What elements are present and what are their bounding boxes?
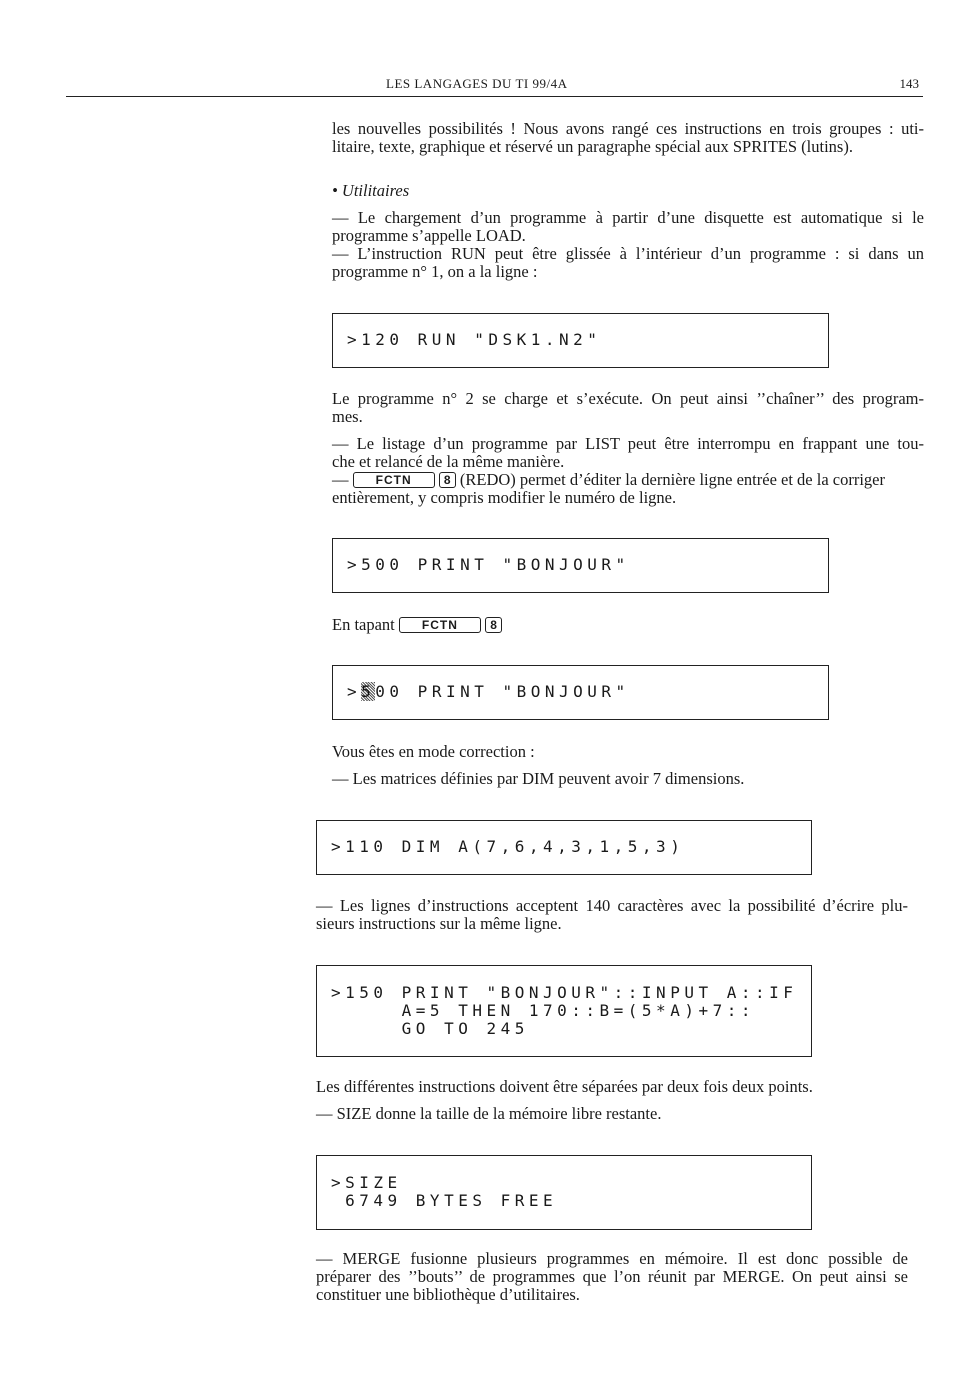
text-fragment: (REDO) permet d’éditer la dernière ligne entrée et de la corriger	[459, 470, 885, 489]
paragraph-correction	[332, 743, 924, 788]
code-box-dim	[316, 820, 812, 875]
code-line: GO TO 245	[331, 1019, 529, 1038]
paragraph-lines	[316, 897, 908, 933]
text-line: Vous êtes en mode correction :	[332, 742, 535, 761]
intro-paragraph	[332, 120, 924, 156]
page-header	[66, 76, 923, 97]
code-box-print	[332, 538, 829, 593]
text-line: Le programme n° 2 se charge et s’exécute. On peut ainsi ’’chaîner’’ des program-	[332, 389, 924, 408]
code-line: >500 PRINT "BONJOUR"	[347, 555, 630, 574]
paragraph-list-redo	[332, 435, 924, 507]
running-title: LES LANGAGES DU TI 99/4A	[386, 76, 568, 91]
dash: —	[332, 470, 349, 489]
text-line: programme s’appelle LOAD.	[332, 226, 526, 245]
text-line: litaire, texte, graphique et réservé un paragraphe spécial aux SPRITES (lutins).	[332, 137, 853, 156]
code-prefix: >	[347, 682, 362, 701]
text-line: les nouvelles possibilités ! Nous avons rangé ces instructions en trois groupes : uti-	[332, 119, 924, 138]
code-box-run	[332, 313, 829, 368]
text-line: programme n° 1, on a la ligne :	[332, 262, 538, 281]
code-line: A=5 THEN 170::B=(5*A)+7::	[331, 1001, 755, 1020]
text-line: entièrement, y compris modifier le numéro de ligne.	[332, 488, 677, 507]
text-line-with-keys	[332, 616, 924, 634]
code-box-multi	[316, 965, 812, 1057]
paragraph-separators	[316, 1078, 916, 1123]
text-line: préparer des ’’bouts’’ de programmes que l’on réunit par MERGE. On peut ainsi se	[316, 1267, 908, 1286]
text-line: Les différentes instructions doivent être séparées par deux fois deux points.	[316, 1077, 813, 1096]
text-line: — Le listage d’un programme par LIST peut être interrompu en frappant une tou-	[332, 434, 924, 453]
text-line: mes.	[332, 407, 363, 426]
text-fragment: En tapant	[332, 615, 395, 634]
text-line: — Les matrices définies par DIM peuvent avoir 7 dimensions.	[332, 769, 745, 788]
text-line-with-keys	[332, 471, 924, 489]
eight-key-icon: 8	[439, 472, 456, 488]
code-line: >SIZE	[331, 1173, 402, 1192]
code-rest: 00 PRINT "BONJOUR"	[375, 682, 630, 701]
fctn-key-icon: FCTN	[399, 617, 481, 633]
code-line	[347, 683, 630, 701]
fctn-key-icon: FCTN	[353, 472, 435, 488]
text-line: che et relancé de la même manière.	[332, 452, 565, 471]
paragraph-load-run	[332, 209, 924, 281]
paragraph-merge	[316, 1250, 908, 1304]
code-box-redo	[332, 665, 829, 720]
code-block	[331, 1174, 557, 1210]
code-line: >150 PRINT "BONJOUR"::INPUT A::IF	[331, 983, 798, 1002]
text-line: sieurs instructions sur la même ligne.	[316, 914, 562, 933]
code-line: 6749 BYTES FREE	[331, 1191, 558, 1210]
paragraph-typing	[332, 616, 924, 634]
text-line: — SIZE donne la taille de la mémoire libre restante.	[316, 1104, 662, 1123]
code-line: >120 RUN "DSK1.N2"	[347, 330, 602, 349]
text-line: — Le chargement d’un programme à partir d’une disquette est automatique si le	[332, 208, 924, 227]
page-number: 143	[899, 76, 919, 91]
code-box-size	[316, 1155, 812, 1230]
cursor-character: 5	[361, 682, 376, 701]
text-line: constituer une bibliothèque d’utilitaires.	[316, 1285, 580, 1304]
eight-key-icon: 8	[485, 617, 502, 633]
text-line: — L’instruction RUN peut être glissée à l’intérieur d’un programme : si dans un	[332, 244, 924, 263]
code-line: >110 DIM A(7,6,4,3,1,5,3)	[331, 837, 685, 856]
text-line: — MERGE fusionne plusieurs programmes en mémoire. Il est donc possible de	[316, 1249, 908, 1268]
code-block	[331, 984, 797, 1038]
paragraph-chain	[332, 390, 924, 426]
text-line: — Les lignes d’instructions acceptent 140 caractères avec la possibilité d’écrire plu-	[316, 896, 908, 915]
section-heading: • Utilitaires	[332, 181, 410, 200]
